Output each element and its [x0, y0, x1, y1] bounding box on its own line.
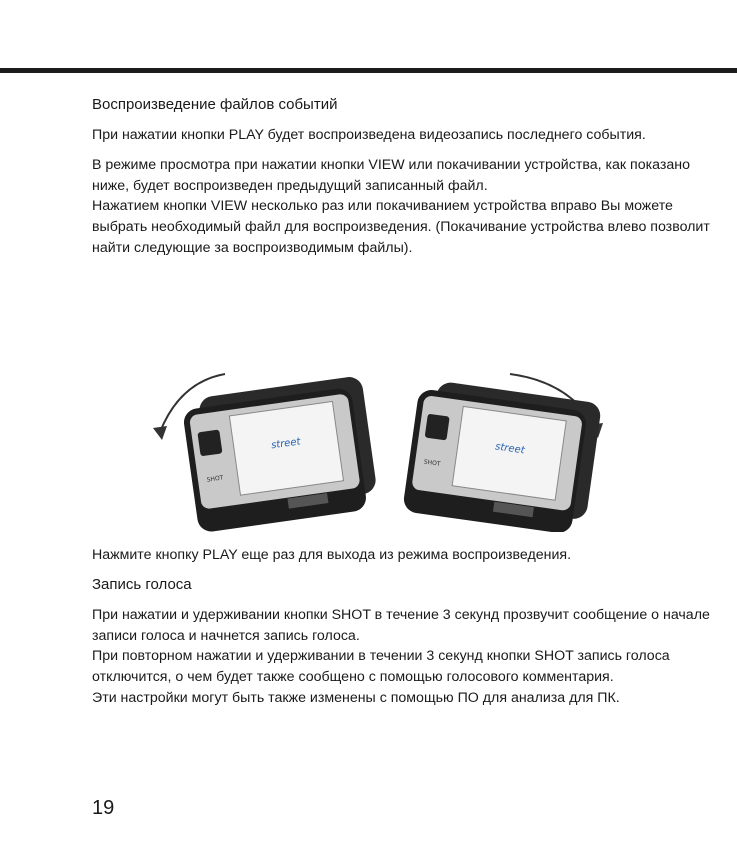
svg-text:street: street: [494, 441, 526, 457]
paragraph-select-file: Нажатием кнопки VIEW несколько раз или покачиванием устройства вправо Вы можете выбрать необходимый файл для воспроизведения. (Покачивание устройства влево позволит найти следующие за воспроизводимым файлы).: [92, 198, 710, 256]
paragraph-voice-stop: При повторном нажатии и удерживании в течении 3 секунд кнопки SHOT запись голоса отключится, о чем будет также сообщено с помощью голосового комментария.: [92, 648, 670, 686]
arrow-head-left-icon: [153, 426, 167, 440]
paragraph-voice-start: При нажатии и удерживании кнопки SHOT в течение 3 секунд прозвучит сообщение о начале записи голоса и начнется запись голоса.: [92, 606, 710, 644]
section-playback: [92, 95, 722, 259]
device-tilt-illustration: [150, 362, 630, 532]
shot-label-left: SHOT: [206, 474, 224, 484]
device-right: [402, 374, 603, 532]
paragraph-view-mode: В режиме просмотра при нажатии кнопки VIEW или покачивании устройства, как показано ниже, будет воспроизведен предыдущий записанный файл.: [92, 156, 690, 194]
section-heading-playback: Воспроизведение файлов событий: [92, 96, 338, 113]
paragraph-pc-settings: Эти настройки могут быть также изменены с помощью ПО для анализа для ПК.: [92, 689, 620, 706]
svg-text:street: street: [270, 436, 302, 452]
header-rule: [0, 68, 737, 73]
paragraph-exit-playback: Нажмите кнопку PLAY еще раз для выхода из режима воспроизведения.: [92, 547, 572, 563]
device-left: [153, 374, 380, 532]
shot-label-right: SHOT: [423, 458, 441, 468]
section-heading-voice: Запись голоса: [92, 575, 192, 593]
section-voice: [92, 545, 722, 709]
paragraph-play-button: При нажатии кнопки PLAY будет воспроизведена видеозапись последнего события.: [92, 127, 646, 143]
page-number: 19: [92, 797, 115, 819]
